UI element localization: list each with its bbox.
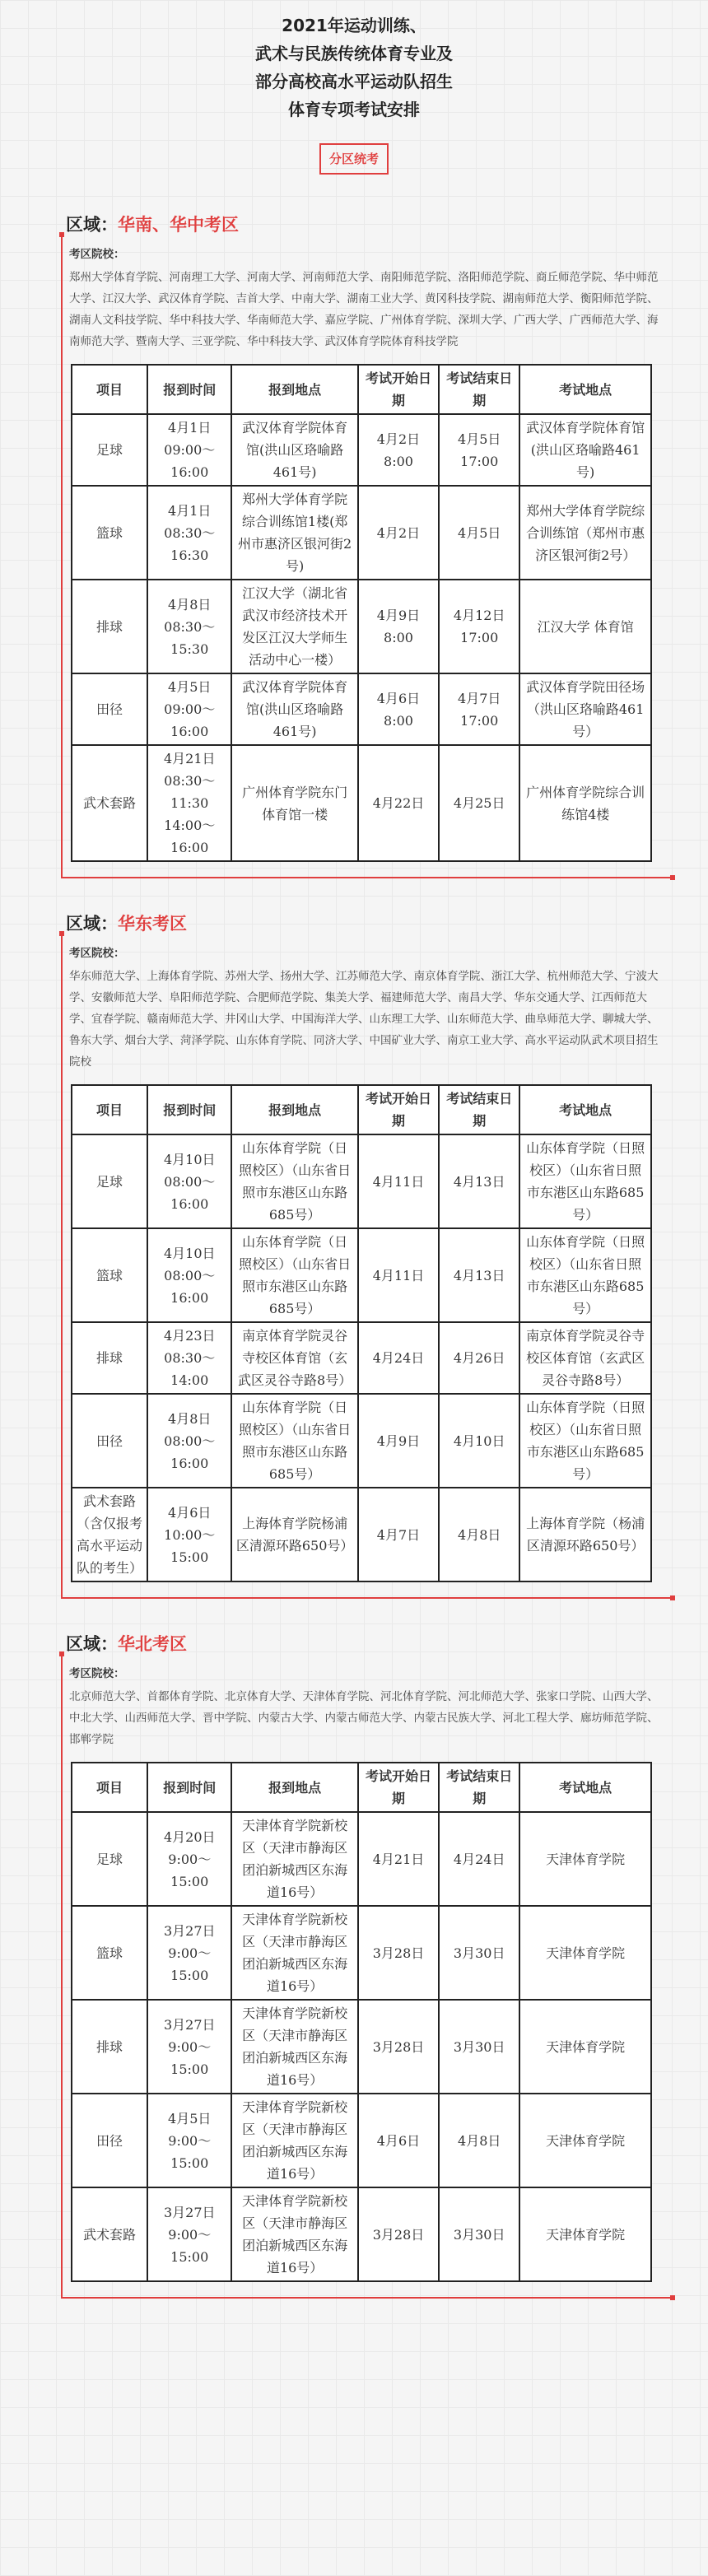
table-cell: 天津体育学院 [519,2094,651,2187]
table-row [72,1812,651,1906]
column-header: 考试结束日期 [439,1085,519,1134]
table-cell: 3月28日 [358,1906,439,2000]
table-cell: 4月10日 08:00～ 16:00 [147,1228,231,1322]
table-cell: 山东体育学院（日照校区）（山东省日照市东港区山东路685号） [231,1394,357,1488]
title-line-2: 武术与民族传统体育专业及 [255,44,453,63]
table-cell: 篮球 [72,1906,147,2000]
table-cell: 3月30日 [439,2187,519,2281]
column-header: 项目 [72,365,147,414]
table-cell: 天津体育学院新校区（天津市静海区团泊新城西区东海道16号） [231,2000,357,2094]
column-header: 项目 [72,1763,147,1812]
table-cell: 上海体育学院杨浦区清源环路650号） [231,1488,357,1581]
table-header-row [72,1085,651,1134]
column-header: 考试地点 [519,1763,651,1812]
table-cell: 足球 [72,414,147,486]
table-cell: 足球 [72,1812,147,1906]
table-cell: 南京体育学院灵谷寺校区体育馆（玄武区灵谷寺路8号） [519,1322,651,1394]
table-cell: 4月11日 [358,1228,439,1322]
table-cell: 4月20日 9:00～ 15:00 [147,1812,231,1906]
region-title [66,1632,708,1656]
table-cell: 郑州大学体育学院综合训练馆（郑州市惠济区银河街2号） [519,486,651,580]
region-title [66,911,708,936]
table-cell: 郑州大学体育学院综合训练馆1楼(郑州市惠济区银河街2号) [231,486,357,580]
table-row [72,580,651,673]
table-cell: 武术套路 [72,2187,147,2281]
table-cell: 武汉体育学院体育馆(洪山区珞喻路461号) [231,673,357,745]
table-header-row [72,365,651,414]
table-cell: 排球 [72,580,147,673]
title-line-3: 部分高校高水平运动队招生 [255,72,453,91]
table-cell: 篮球 [72,1228,147,1322]
table-cell: 3月27日 9:00～ 15:00 [147,1906,231,2000]
table-cell: 3月30日 [439,1906,519,2000]
table-cell: 4月24日 [358,1322,439,1394]
column-header: 报到地点 [231,1085,357,1134]
region-box [61,1656,670,2299]
table-row [72,673,651,745]
column-header: 考试开始日期 [358,1085,439,1134]
table-cell: 4月5日 09:00～ 16:00 [147,673,231,745]
column-header: 报到时间 [147,1085,231,1134]
table-cell: 4月8日 [439,1488,519,1581]
table-cell: 3月28日 [358,2187,439,2281]
table-cell: 4月10日 [439,1394,519,1488]
table-row [72,1134,651,1228]
table-cell: 上海体育学院（杨浦区清源环路650号） [519,1488,651,1581]
table-cell: 山东体育学院（日照校区）（山东省日照市东港区山东路685号） [519,1134,651,1228]
column-header: 报到时间 [147,365,231,414]
table-cell: 4月11日 [358,1134,439,1228]
table-cell: 4月5日 17:00 [439,414,519,486]
column-header: 考试地点 [519,365,651,414]
table-cell: 武汉体育学院体育馆(洪山区珞喻路461号) [231,414,357,486]
table-cell: 4月6日 [358,2094,439,2187]
table-row [72,1488,651,1581]
title-line-1: 2021年运动训练、 [282,16,426,35]
table-cell: 3月27日 9:00～ 15:00 [147,2000,231,2094]
table-cell: 4月5日 [439,486,519,580]
table-cell: 足球 [72,1134,147,1228]
table-cell: 武术套路 [72,745,147,861]
schools-list: 北京师范大学、首都体育学院、北京体育大学、天津体育学院、河北体育学院、河北师范大学、张家口学院、山西大学、中北大学、山西师范大学、晋中学院、内蒙古大学、内蒙古师范大学、内蒙古民族大学、河北工程大学、廊坊师范学院、邯郸学院 [69,1690,659,1746]
table-row [72,486,651,580]
region-name: 华南、华中考区 [118,215,239,235]
table-row [72,2094,651,2187]
column-header: 报到地点 [231,1763,357,1812]
table-cell: 4月2日 8:00 [358,414,439,486]
table-row [72,745,651,861]
table-cell: 4月24日 [439,1812,519,1906]
schedule-table [71,1084,652,1582]
table-cell: 田径 [72,1394,147,1488]
table-cell: 天津体育学院新校区（天津市静海区团泊新城西区东海道16号） [231,1906,357,2000]
table-row [72,1906,651,2000]
table-cell: 排球 [72,2000,147,2094]
table-row [72,1394,651,1488]
column-header: 报到时间 [147,1763,231,1812]
table-row [72,1228,651,1322]
table-cell: 天津体育学院新校区（天津市静海区团泊新城西区东海道16号） [231,1812,357,1906]
region-box [61,936,670,1599]
table-cell: 4月9日 8:00 [358,580,439,673]
title-line-4: 体育专项考试安排 [288,100,420,119]
table-cell: 4月23日 08:30～ 14:00 [147,1322,231,1394]
table-cell: 天津体育学院 [519,1812,651,1906]
page-header [0,0,708,123]
schools-list: 郑州大学体育学院、河南理工大学、河南大学、河南师范大学、南阳师范学院、洛阳师范学院、商丘师范学院、华中师范大学、江汉大学、武汉体育学院、吉首大学、中南大学、湖南工业大学、黄冈科技学院、湖南师范大学、衡阳师范学院、湖南人文科技学院、华中科技大学、华南师范大学、嘉应学院、广州体育学院、深圳大学、广西大学、广西师范大学、海南师范大学、暨南大学、三亚学院、华中科技大学、武汉体育学院体育科技学院 [69,271,659,348]
schools-label: 考区院校： [69,248,125,261]
table-cell: 4月26日 [439,1322,519,1394]
schools-list: 华东师范大学、上海体育学院、苏州大学、扬州大学、江苏师范大学、南京体育学院、浙江大学、杭州师范大学、宁波大学、安徽师范大学、阜阳师范学院、合肥师范学院、集美大学、福建师范大学、南昌大学、华东交通大学、江西师范大学、宜春学院、赣南师范大学、井冈山大学、中国海洋大学、山东理工大学、山东师范大学、曲阜师范大学、聊城大学、鲁东大学、烟台大学、菏泽学院、山东体育学院、同济大学、中国矿业大学、南京工业大学、高水平运动队武术项目招生院校 [69,970,659,1069]
column-header: 报到地点 [231,365,357,414]
table-header-row [72,1763,651,1812]
table-cell: 4月1日 08:30～ 16:30 [147,486,231,580]
column-header: 考试地点 [519,1085,651,1134]
table-cell: 广州体育学院综合训练馆4楼 [519,745,651,861]
schedule-table [71,364,652,862]
table-cell: 4月6日 10:00～ 15:00 [147,1488,231,1581]
table-cell: 4月8日 08:30～ 15:30 [147,580,231,673]
table-cell: 4月2日 [358,486,439,580]
table-row [72,2187,651,2281]
table-cell: 4月22日 [358,745,439,861]
table-cell: 江汉大学 体育馆 [519,580,651,673]
region-label: 区域： [66,215,118,235]
table-cell: 武汉体育学院体育馆(洪山区珞喻路461号) [519,414,651,486]
table-row [72,1322,651,1394]
table-cell: 田径 [72,673,147,745]
schools-label: 考区院校： [69,947,125,960]
schedule-table [71,1762,652,2282]
table-cell: 4月9日 [358,1394,439,1488]
table-cell: 4月13日 [439,1228,519,1322]
table-cell: 4月12日 17:00 [439,580,519,673]
table-cell: 篮球 [72,486,147,580]
region-section [0,212,708,878]
table-cell: 4月21日 [358,1812,439,1906]
table-cell: 4月7日 [358,1488,439,1581]
table-cell: 排球 [72,1322,147,1394]
table-cell: 3月27日 9:00～ 15:00 [147,2187,231,2281]
region-section [0,911,708,1599]
table-cell: 天津体育学院新校区（天津市静海区团泊新城西区东海道16号） [231,2187,357,2281]
column-header: 项目 [72,1085,147,1134]
table-cell: 4月7日 17:00 [439,673,519,745]
table-cell: 天津体育学院 [519,1906,651,2000]
table-cell: 天津体育学院 [519,2000,651,2094]
column-header: 考试结束日期 [439,1763,519,1812]
table-cell: 广州体育学院东门体育馆一楼 [231,745,357,861]
table-row [72,414,651,486]
region-label: 区域： [66,914,118,934]
table-row [72,2000,651,2094]
region-name: 华东考区 [118,914,187,934]
table-cell: 4月6日 8:00 [358,673,439,745]
table-cell: 天津体育学院新校区（天津市静海区团泊新城西区东海道16号） [231,2094,357,2187]
schools-label: 考区院校： [69,1667,125,1680]
table-cell: 江汉大学（湖北省武汉市经济技术开发区江汉大学师生活动中心一楼） [231,580,357,673]
column-header: 考试开始日期 [358,365,439,414]
table-cell: 4月25日 [439,745,519,861]
zone-exam-badge: 分区统考 [319,143,389,175]
table-cell: 4月8日 08:00～ 16:00 [147,1394,231,1488]
region-label: 区域： [66,1634,118,1654]
table-cell: 3月30日 [439,2000,519,2094]
table-cell: 山东体育学院（日照校区）（山东省日照市东港区山东路685号） [231,1134,357,1228]
region-box [61,237,670,878]
table-cell: 4月8日 [439,2094,519,2187]
region-name: 华北考区 [118,1634,187,1654]
table-cell: 4月5日 9:00～ 15:00 [147,2094,231,2187]
table-cell: 武术套路（含仅报考高水平运动队的考生） [72,1488,147,1581]
table-cell: 山东体育学院（日照校区）（山东省日照市东港区山东路685号） [519,1228,651,1322]
table-cell: 3月28日 [358,2000,439,2094]
regions-container [0,212,708,2299]
column-header: 考试结束日期 [439,365,519,414]
table-cell: 4月21日 08:30～ 11:30 14:00～ 16:00 [147,745,231,861]
region-title [66,212,708,237]
badge-wrap [0,143,708,175]
table-cell: 南京体育学院灵谷寺校区体育馆（玄武区灵谷寺路8号） [231,1322,357,1394]
table-cell: 山东体育学院（日照校区）（山东省日照市东港区山东路685号） [231,1228,357,1322]
table-cell: 4月10日 08:00～ 16:00 [147,1134,231,1228]
column-header: 考试开始日期 [358,1763,439,1812]
table-cell: 田径 [72,2094,147,2187]
table-cell: 天津体育学院 [519,2187,651,2281]
table-cell: 4月1日 09:00～ 16:00 [147,414,231,486]
table-cell: 4月13日 [439,1134,519,1228]
table-cell: 武汉体育学院田径场（洪山区珞喻路461号） [519,673,651,745]
table-cell: 山东体育学院（日照校区）（山东省日照市东港区山东路685号） [519,1394,651,1488]
region-section [0,1632,708,2299]
